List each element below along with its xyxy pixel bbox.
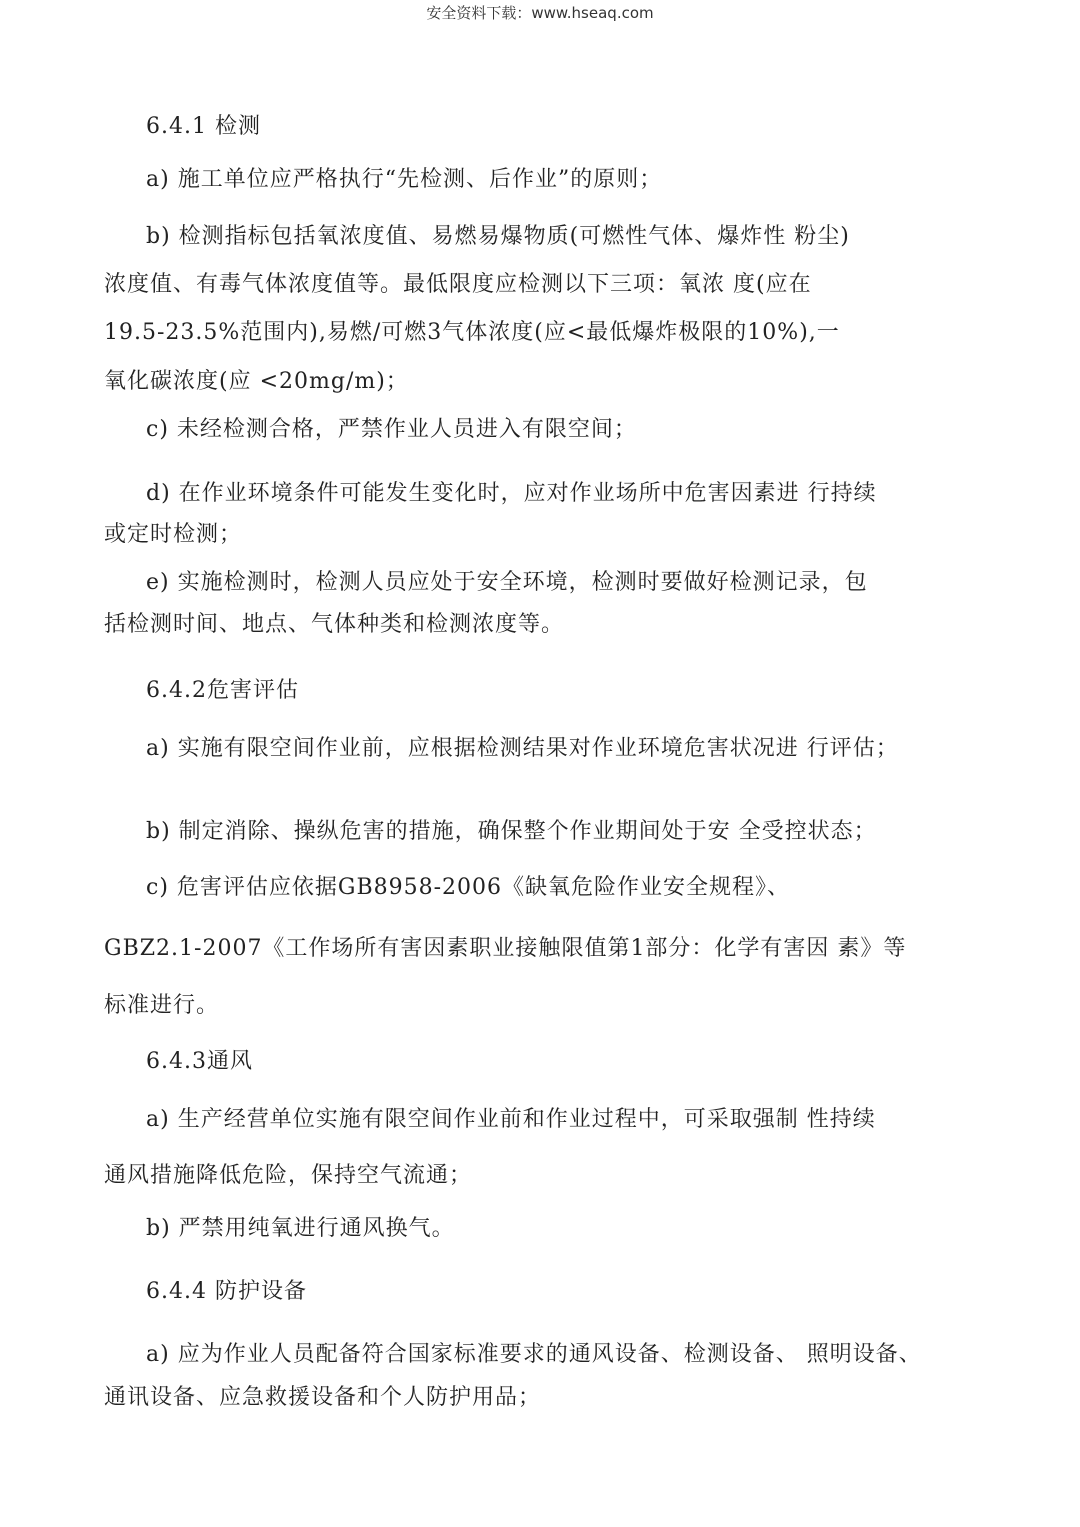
paragraph-line: a) 实施有限空间作业前，应根据检测结果对作业环境危害状况进 行评估； xyxy=(146,736,899,761)
paragraph-line: GBZ2.1-2007《工作场所有害因素职业接触限值第1部分：化学有害因 素》等 xyxy=(104,936,907,961)
paragraph-line: e) 实施检测时，检测人员应处于安全环境，检测时要做好检测记录，包 xyxy=(146,570,868,595)
paragraph-line: 括检测时间、地点、气体种类和检测浓度等。 xyxy=(104,612,565,637)
section-heading-6-4-1: 6.4.1 检测 xyxy=(146,114,261,139)
paragraph-line: 标准进行。 xyxy=(104,993,220,1018)
paragraph-line: a) 应为作业人员配备符合国家标准要求的通风设备、检测设备、 照明设备、 xyxy=(146,1342,922,1367)
paragraph-line: 浓度值、有毒气体浓度值等。最低限度应检测以下三项：氧浓 度(应在 xyxy=(104,272,812,297)
paragraph-line: c) 危害评估应依据GB8958-2006《缺氧危险作业安全规程》、 xyxy=(146,875,791,900)
section-heading-6-4-2: 6.4.2危害评估 xyxy=(146,678,299,703)
paragraph-line: a) 施工单位应严格执行“先检测、后作业”的原则； xyxy=(146,167,663,192)
paragraph-line: b) 制定消除、操纵危害的措施，确保整个作业期间处于安 全受控状态； xyxy=(146,819,877,844)
paragraph-line: 通讯设备、应急救援设备和个人防护用品； xyxy=(104,1385,542,1410)
paragraph-line: 氧化碳浓度(应 <20mg/m)； xyxy=(104,369,409,394)
paragraph-line: c) 未经检测合格，严禁作业人员进入有限空间； xyxy=(146,417,637,442)
section-heading-6-4-3: 6.4.3通风 xyxy=(146,1049,253,1074)
paragraph-line: d) 在作业环境条件可能发生变化时，应对作业场所中危害因素进 行持续 xyxy=(146,481,877,506)
section-heading-6-4-4: 6.4.4 防护设备 xyxy=(146,1279,307,1304)
page-header: 安全资料下载：www.hseaq.com xyxy=(426,4,654,22)
paragraph-line: 通风措施降低危险，保持空气流通； xyxy=(104,1163,473,1188)
paragraph-line: 19.5-23.5%范围内),易燃/可燃3气体浓度(应<最低爆炸极限的10%),一 xyxy=(104,320,840,345)
paragraph-line: a) 生产经营单位实施有限空间作业前和作业过程中，可采取强制 性持续 xyxy=(146,1107,876,1132)
paragraph-line: b) 严禁用纯氧进行通风换气。 xyxy=(146,1216,455,1241)
paragraph-line: b) 检测指标包括氧浓度值、易燃易爆物质(可燃性气体、爆炸性 粉尘) xyxy=(146,224,850,249)
paragraph-line: 或定时检测； xyxy=(104,522,243,547)
